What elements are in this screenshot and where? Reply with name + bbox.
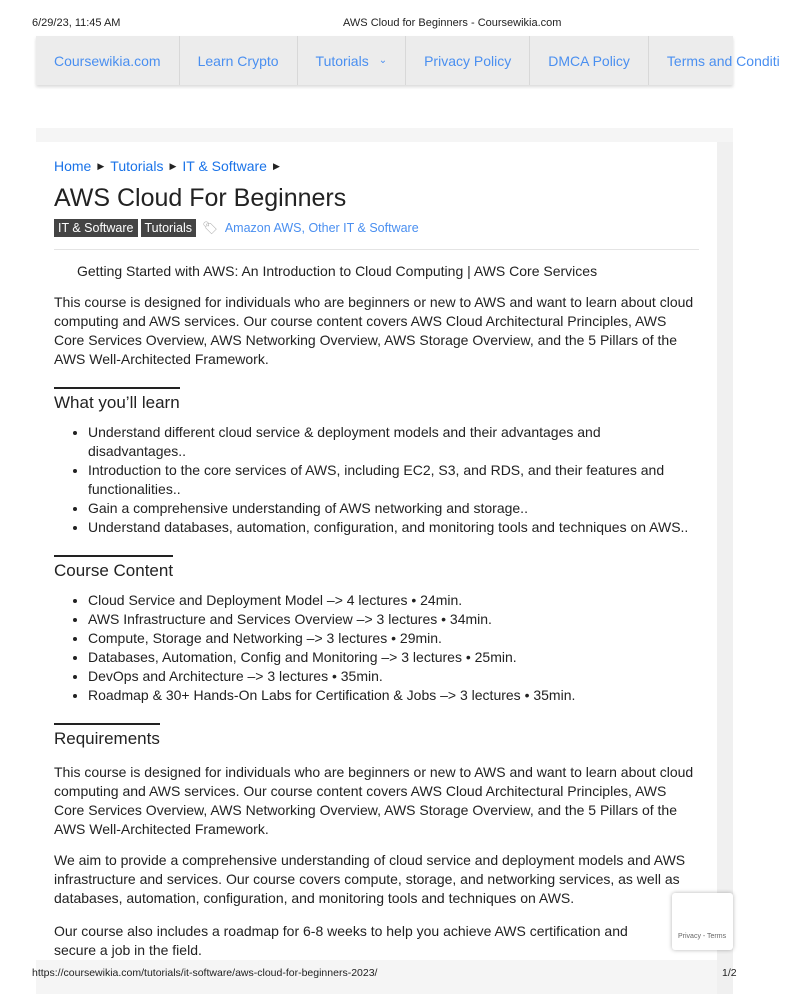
breadcrumb-tutorials[interactable]: Tutorials (110, 158, 164, 174)
page-title: AWS Cloud For Beginners (54, 184, 347, 212)
list-item: • AWS Infrastructure and Services Overview –> 3 lectures • 34min. (88, 610, 699, 629)
chevron-down-icon: ⌄ (378, 55, 388, 66)
breadcrumb (54, 158, 699, 174)
nav-tutorials[interactable] (298, 36, 407, 85)
requirements-paragraph: Our course also includes a roadmap for 6-8 weeks to help you achieve AWS certification and secure a job in the field. (54, 923, 628, 958)
post-meta (54, 219, 699, 237)
caret-right-icon: ▶ (169, 160, 177, 171)
requirements-paragraph: We aim to provide a comprehensive understanding of cloud service and deployment models and AWS infrastructure and services. Our course covers compute, storage, and networking services, as well as databases, automation, configuration, and monitoring tools and techniques on AWS. (54, 852, 686, 906)
category-badge[interactable]: Tutorials (141, 219, 196, 237)
nav-privacy-policy[interactable]: Privacy Policy (406, 36, 530, 85)
intro-paragraph: This course is designed for individuals who are beginners or new to AWS and want to learn about cloud computing and AWS services. Our course content covers AWS Cloud Architectural Principles, AWS Core Services Overview, AWS Networking Overview, AWS Storage Overview, and the 5 Pillars of the AWS Well-Architected Framework. (54, 294, 694, 367)
learn-heading: What you’ll learn (54, 387, 180, 413)
nav-coursewikia[interactable]: Coursewikia.com (36, 36, 180, 85)
footer-url: https://coursewikia.com/tutorials/it-software/aws-cloud-for-beginners-2023/ (32, 967, 378, 979)
nav-terms[interactable]: Terms and Conditi (666, 52, 780, 69)
list-item: • Databases, Automation, Config and Monitoring –> 3 lectures • 25min. (88, 648, 699, 667)
content-heading: Course Content (54, 555, 173, 581)
print-title: AWS Cloud for Beginners - Coursewikia.com (343, 17, 562, 29)
list-item: • Cloud Service and Deployment Model –> 4 lectures • 24min. (88, 591, 699, 610)
list-item: • Compute, Storage and Networking –> 3 lectures • 29min. (88, 629, 699, 648)
list-item: • Understand databases, automation, configuration, and monitoring tools and techniques on AWS.. (88, 518, 699, 537)
nav-dmca-policy[interactable]: DMCA Policy (530, 36, 649, 85)
nav-tutorials-label: Tutorials (315, 52, 369, 69)
article (36, 142, 717, 960)
tag-links[interactable]: Amazon AWS, Other IT & Software (224, 221, 419, 235)
breadcrumb-it-software[interactable]: IT & Software (182, 158, 267, 174)
requirements-heading: Requirements (54, 723, 160, 749)
breadcrumb-home[interactable]: Home (54, 158, 92, 174)
list-item: • Roadmap & 30+ Hands-On Labs for Certification & Jobs –> 3 lectures • 35min. (88, 686, 699, 705)
caret-right-icon: ▶ (272, 160, 280, 171)
list-item: • Introduction to the core services of AWS, including EC2, S3, and RDS, and their features and functionalities.. (88, 461, 699, 499)
caret-right-icon: ▶ (97, 160, 105, 171)
top-nav (36, 36, 780, 85)
category-badge[interactable]: IT & Software (54, 219, 138, 237)
recaptcha-badge[interactable]: Privacy - Terms (672, 893, 733, 950)
nav-learn-crypto[interactable]: Learn Crypto (180, 36, 298, 85)
content-list (54, 591, 699, 705)
list-item: • Understand different cloud service & deployment models and their advantages and disadvantages.. (88, 423, 699, 461)
learn-list (54, 423, 699, 537)
course-subtitle: Getting Started with AWS: An Introduction to Cloud Computing | AWS Core Services (77, 263, 598, 279)
divider (54, 249, 699, 250)
page-number: 1/2 (722, 967, 737, 979)
print-datetime: 6/29/23, 11:45 AM (32, 17, 121, 29)
list-item: • DevOps and Architecture –> 3 lectures • 35min. (88, 667, 699, 686)
sidebar (717, 142, 733, 994)
list-item: • Gain a comprehensive understanding of AWS networking and storage.. (88, 499, 699, 518)
requirements-paragraph: This course is designed for individuals who are beginners or new to AWS and want to learn about cloud computing and AWS services. Our course content covers AWS Cloud Architectural Principles, AWS Core Services Overview, AWS Networking Overview, AWS Storage Overview, and the 5 Pillars of the AWS Well-Architected Framework. (54, 764, 694, 837)
tag-icon: 🏷 (201, 220, 218, 235)
